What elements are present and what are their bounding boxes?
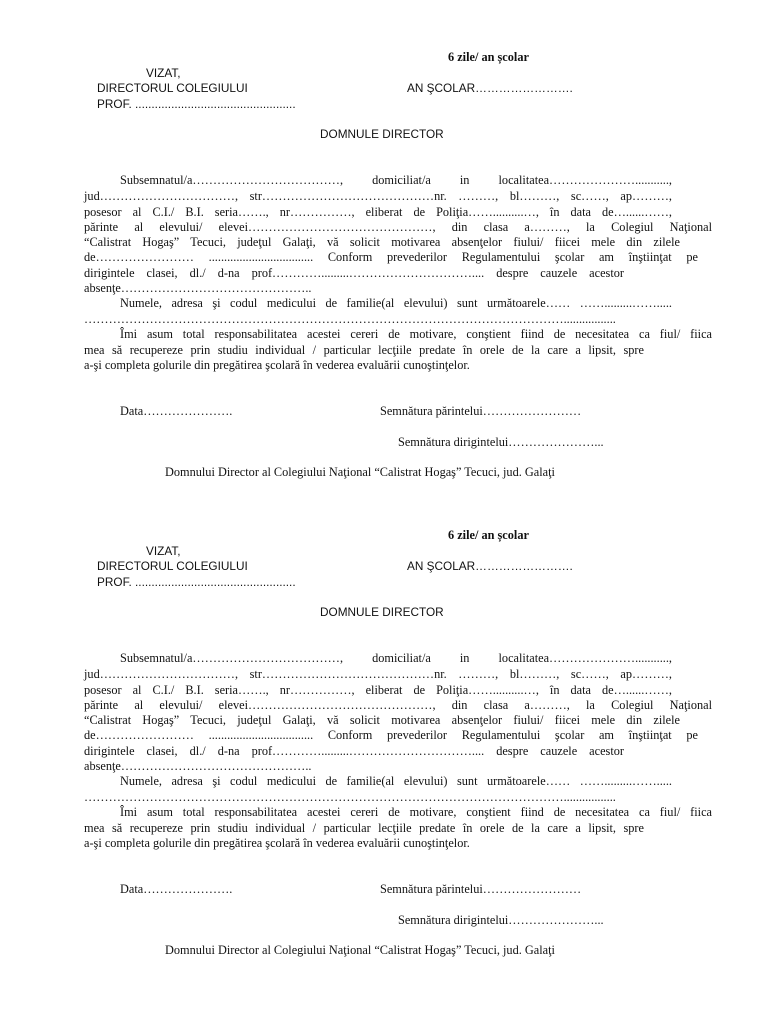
body-line-7: dirigintele clasei, dl./ d-na prof………….........………………………….... despre cauzele acestor bbox=[84, 266, 624, 280]
parent-signature-field: Semnătura părintelui…………………… bbox=[380, 404, 582, 418]
motivation-form-2 bbox=[0, 478, 768, 958]
motivation-form-1 bbox=[0, 0, 768, 480]
body-line-4: părinte al elevului/ elevei………………………………………, din clasa a………, la Colegiul Naţional bbox=[84, 698, 712, 712]
body-line-10: ………………………………………………………………………………………………………................. bbox=[84, 312, 616, 326]
body-line-3: posesor al C.I./ B.I. seria……., nr……………, eliberat de Poliţia……..........…, în data de…......……, bbox=[84, 205, 672, 219]
director-label: DIRECTORUL COLEGIULUI bbox=[97, 559, 248, 573]
quota-label: 6 zile/ an școlar bbox=[448, 528, 529, 542]
body-line-11: Îmi asum total responsabilitatea acestei cereri de motivare, conştient fiind de necesitatea ca fiul/ fiica bbox=[120, 327, 712, 341]
vizat-label: VIZAT, bbox=[146, 544, 181, 558]
teacher-signature-field: Semnătura dirigintelui…………………... bbox=[398, 913, 604, 927]
body-line-6: de…………………… .................................. Conform prevederilor Regulamentului şcolar am înştiinţat pe bbox=[84, 728, 698, 742]
date-field: Data…………………. bbox=[120, 882, 233, 896]
body-line-9: Numele, adresa şi codul medicului de familie(al elevului) sunt următoarele…… …….........……..... bbox=[120, 296, 672, 310]
an-scolar-field: AN ŞCOLAR……………………. bbox=[407, 81, 573, 95]
form-title: DOMNULE DIRECTOR bbox=[320, 127, 444, 141]
body-line-1: Subsemnatul/a………………………………, domiciliat/a in localitatea…………………..........., bbox=[120, 173, 672, 187]
body-line-9: Numele, adresa şi codul medicului de familie(al elevului) sunt următoarele…… …….........……..... bbox=[120, 774, 672, 788]
body-line-4: părinte al elevului/ elevei………………………………………, din clasa a………, la Colegiul Naţional bbox=[84, 220, 712, 234]
vizat-label: VIZAT, bbox=[146, 66, 181, 80]
body-line-2: jud……………………………, str……………………………………nr. ………, bl………, sc……, ap………, bbox=[84, 667, 672, 681]
parent-signature-field: Semnătura părintelui…………………… bbox=[380, 882, 582, 896]
prof-field: PROF. ................................................. bbox=[97, 97, 296, 111]
form-title: DOMNULE DIRECTOR bbox=[320, 605, 444, 619]
body-line-12: mea să recupereze prin studiu individual / particular lecţiile predate în orele de la care a lipsit, spre bbox=[84, 821, 644, 835]
body-line-1: Subsemnatul/a………………………………, domiciliat/a in localitatea…………………..........., bbox=[120, 651, 672, 665]
body-line-5: “Calistrat Hogaş” Tecuci, judeţul Galaţi, vă solicit motivarea absenţelor fiului/ fiicei mele din zilele bbox=[84, 713, 680, 727]
body-line-8: absenţe……………………………………….. bbox=[84, 281, 312, 295]
body-line-13: a-şi completa golurile din pregătirea şcolară în vederea evaluării cunoştinţelor. bbox=[84, 836, 470, 850]
prof-field: PROF. ................................................. bbox=[97, 575, 296, 589]
date-field: Data…………………. bbox=[120, 404, 233, 418]
body-line-5: “Calistrat Hogaş” Tecuci, judeţul Galaţi, vă solicit motivarea absenţelor fiului/ fiicei mele din zilele bbox=[84, 235, 680, 249]
body-line-11: Îmi asum total responsabilitatea acestei cereri de motivare, conştient fiind de necesitatea ca fiul/ fiica bbox=[120, 805, 712, 819]
body-line-2: jud……………………………, str……………………………………nr. ………, bl………, sc……, ap………, bbox=[84, 189, 672, 203]
an-scolar-field: AN ŞCOLAR……………………. bbox=[407, 559, 573, 573]
addressee-footer: Domnului Director al Colegiului Naţional “Calistrat Hogaş” Tecuci, jud. Galaţi bbox=[165, 943, 555, 957]
body-line-8: absenţe……………………………………….. bbox=[84, 759, 312, 773]
body-line-6: de…………………… .................................. Conform prevederilor Regulamentului şcolar am înştiinţat pe bbox=[84, 250, 698, 264]
body-line-3: posesor al C.I./ B.I. seria……., nr……………, eliberat de Poliţia……..........…, în data de…......……, bbox=[84, 683, 672, 697]
body-line-7: dirigintele clasei, dl./ d-na prof………….........………………………….... despre cauzele acestor bbox=[84, 744, 624, 758]
director-label: DIRECTORUL COLEGIULUI bbox=[97, 81, 248, 95]
addressee-footer: Domnului Director al Colegiului Naţional “Calistrat Hogaş” Tecuci, jud. Galaţi bbox=[165, 465, 555, 479]
body-line-12: mea să recupereze prin studiu individual / particular lecţiile predate în orele de la care a lipsit, spre bbox=[84, 343, 644, 357]
body-line-13: a-şi completa golurile din pregătirea şcolară în vederea evaluării cunoştinţelor. bbox=[84, 358, 470, 372]
teacher-signature-field: Semnătura dirigintelui…………………... bbox=[398, 435, 604, 449]
body-line-10: ………………………………………………………………………………………………………................. bbox=[84, 790, 616, 804]
quota-label: 6 zile/ an școlar bbox=[448, 50, 529, 64]
